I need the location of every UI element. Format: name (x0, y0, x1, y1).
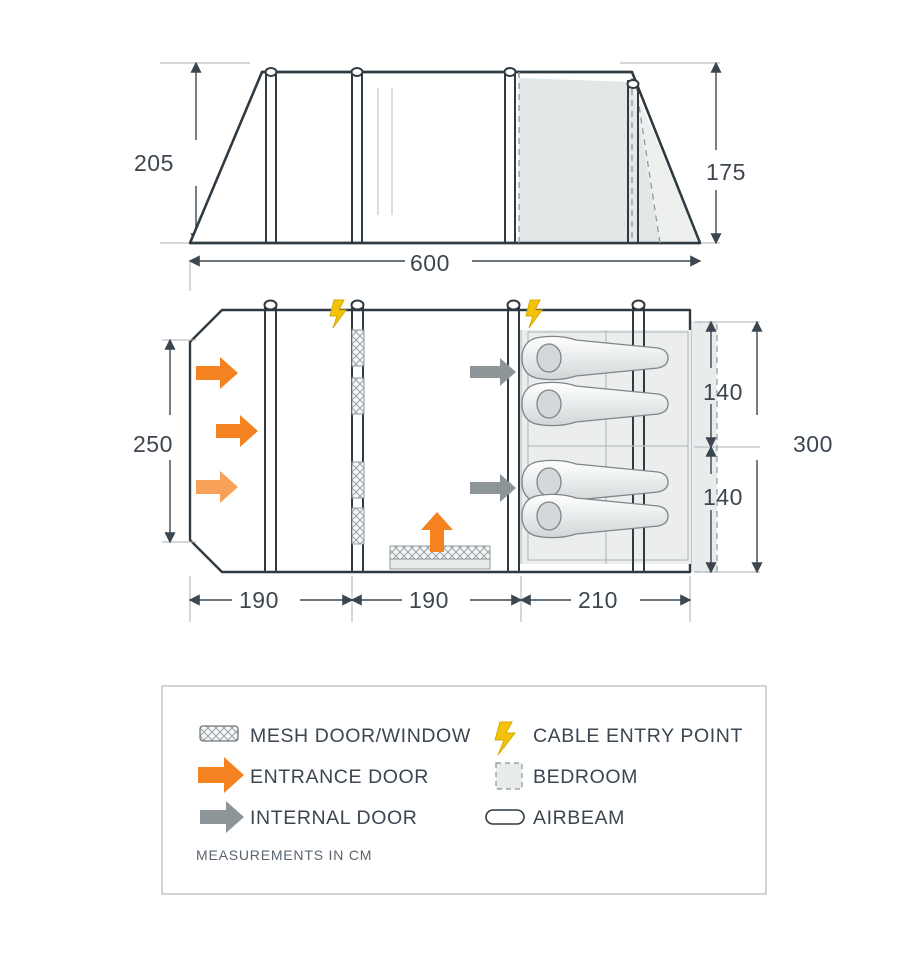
floorplan-width-front-dim (133, 340, 173, 542)
floorplan-segment-1-label: 190 (239, 587, 279, 613)
floorplan-segment-2-label: 190 (409, 587, 449, 613)
elevation-height-right-dim (706, 63, 746, 243)
floorplan-width-overall-dim (757, 322, 833, 572)
elevation-length-dim (190, 250, 700, 291)
legend-label-entrance-door: ENTRANCE DOOR (250, 766, 429, 788)
legend-label-airbeam: AIRBEAM (533, 807, 625, 829)
legend-label-mesh-door-window: MESH DOOR/WINDOW (250, 725, 471, 747)
elevation-height-left-label: 205 (134, 150, 174, 176)
dashed-square-icon (496, 763, 522, 789)
elevation-length-label: 600 (410, 250, 450, 276)
floorplan-width-front-label: 250 (133, 431, 173, 457)
legend-item-bedroom (496, 763, 638, 789)
bedroom-depth-top-label: 140 (703, 379, 743, 405)
bedroom-depth-bottom-label: 140 (703, 484, 743, 510)
floorplan-segment-dims (190, 587, 690, 613)
floorplan-segment-3-label: 210 (578, 587, 618, 613)
elevation-height-right-label: 175 (706, 159, 746, 185)
floorplan-group (133, 300, 833, 622)
airbeam-caps (265, 301, 645, 310)
capsule-icon (486, 810, 524, 824)
legend-label-internal-door: INTERNAL DOOR (250, 807, 418, 829)
legend-label-cable-entry-point: CABLE ENTRY POINT (533, 725, 743, 747)
elevation-group (134, 63, 746, 291)
legend-label-bedroom: BEDROOM (533, 766, 638, 788)
elevation-tent-body (190, 68, 700, 243)
elevation-height-left-dim (134, 63, 196, 243)
porch-panel (390, 559, 490, 569)
floorplan-width-overall-label: 300 (793, 431, 833, 457)
mesh-icon (200, 726, 238, 741)
legend-panel (162, 686, 766, 894)
legend-units-note: MEASUREMENTS IN CM (196, 847, 373, 863)
